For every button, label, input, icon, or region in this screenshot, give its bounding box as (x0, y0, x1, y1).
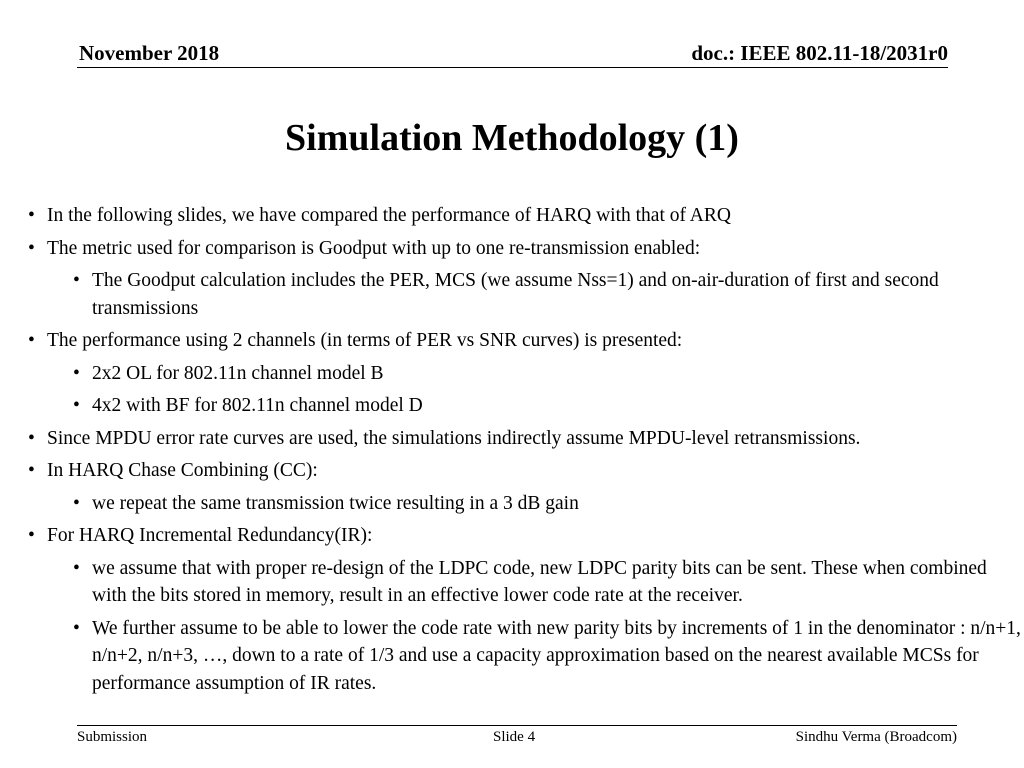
bullet-item: • The performance using 2 channels (in terms of PER vs SNR curves) is presented: (0, 327, 1024, 355)
bullet-item: • In the following slides, we have compared the performance of HARQ with that of ARQ (0, 202, 1024, 230)
footer-author: Sindhu Verma (Broadcom) (795, 729, 957, 745)
sub-bullet-item: • 4x2 with BF for 802.11n channel model D (0, 392, 1022, 420)
footer-slide-number: Slide 4 (493, 729, 536, 745)
header-doc-id: doc.: IEEE 802.11-18/2031r0 (691, 41, 948, 65)
sub-bullet-item: • we repeat the same transmission twice resulting in a 3 dB gain (0, 490, 1022, 518)
footer-submission: Submission (77, 729, 148, 745)
bullet-item: • Since MPDU error rate curves are used, the simulations indirectly assume MPDU-level retransmissions. (0, 425, 1024, 453)
sub-bullet-item: • 2x2 OL for 802.11n channel model B (0, 360, 1022, 388)
sub-bullet-item: • we assume that with proper re-design of the LDPC code, new LDPC parity bits can be sent. These when combined with the bits stored in memory, result in an effective lower code rate at the receiver. (0, 555, 1022, 610)
footer-divider (77, 725, 957, 726)
bullet-item: • In HARQ Chase Combining (CC): (0, 457, 1024, 485)
slide-title: Simulation Methodology (1) (285, 117, 739, 159)
slide-body (0, 202, 1024, 702)
header-divider (77, 67, 948, 68)
header-date: November 2018 (79, 41, 220, 65)
bullet-item: • The metric used for comparison is Goodput with up to one re-transmission enabled: (0, 235, 1024, 263)
sub-bullet-item: • The Goodput calculation includes the PER, MCS (we assume Nss=1) and on-air-duration of first and second transmissions (0, 267, 1022, 322)
bullet-item: • For HARQ Incremental Redundancy(IR): (0, 522, 1024, 550)
sub-bullet-item: • We further assume to be able to lower the code rate with new parity bits by increments of 1 in the denominator : n/n+1, n/n+2, n/n+3, …, down to a rate of 1/3 and use a capacity approximation based on the nearest available MCSs for performance assumption of IR rates. (0, 615, 1022, 698)
